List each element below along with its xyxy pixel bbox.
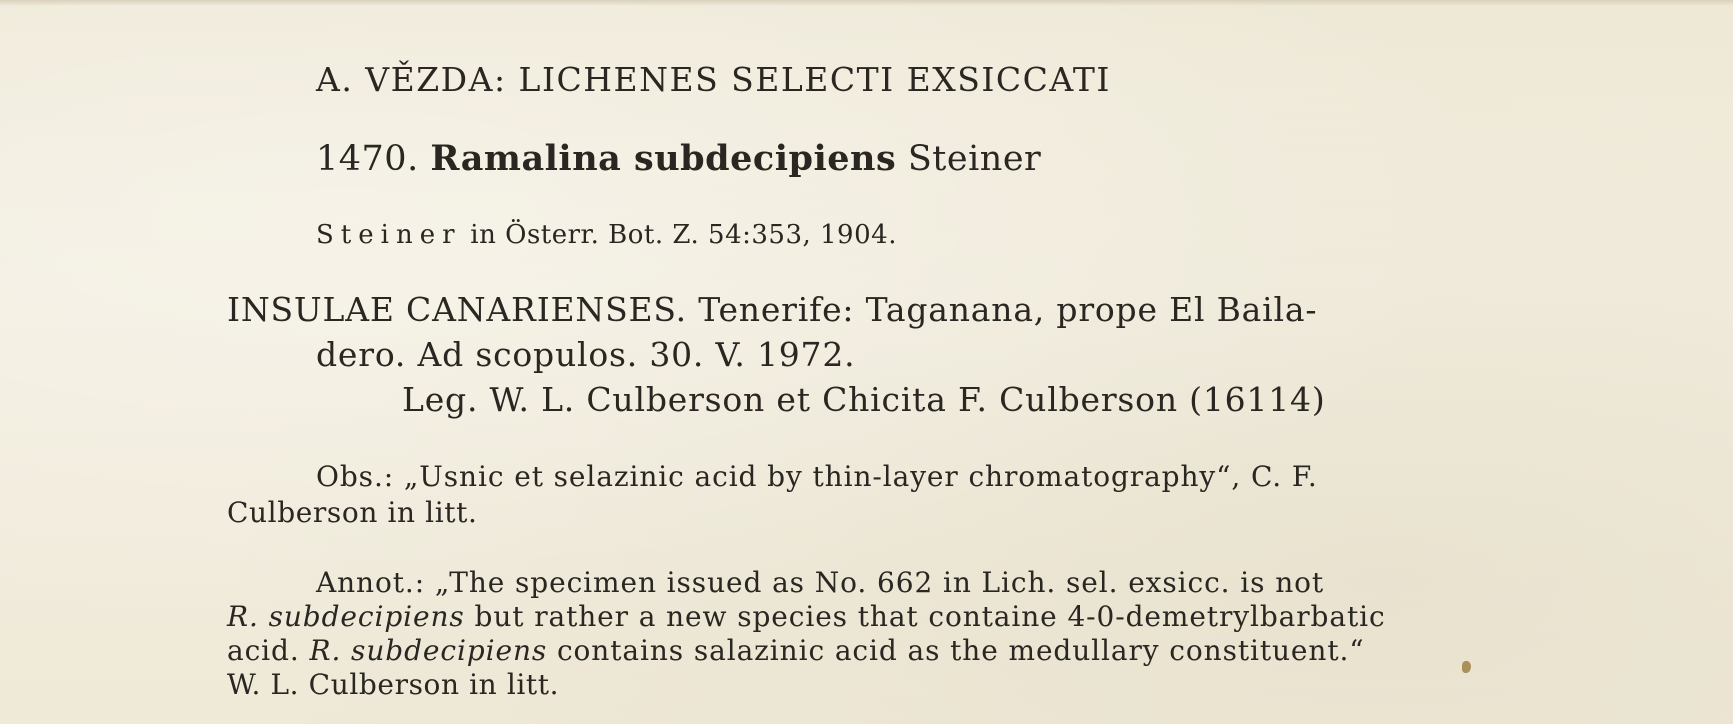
annot-line-4: W. L. Culberson in litt. <box>227 668 560 701</box>
citation <box>316 220 897 250</box>
annot-taxon-italic: R. subdecipiens <box>227 600 465 633</box>
specimen-title <box>316 138 1041 179</box>
citation-reference: in Österr. Bot. Z. 54:353, 1904. <box>470 220 897 250</box>
annot-taxon-italic-2: R. subdecipiens <box>309 634 548 667</box>
annot-line-2 <box>227 600 1386 633</box>
taxon-name: Ramalina subdecipiens <box>430 138 897 179</box>
annot-line-2-text: but rather a new species that containe 4-0-demetrylbarbatic <box>464 600 1386 633</box>
annot-line-1: Annot.: „The specimen issued as No. 662 in Lich. sel. exsicc. is not <box>316 566 1325 599</box>
specimen-number: 1470. <box>316 139 419 179</box>
locality-line-1: INSULAE CANARIENSES. Tenerife: Taganana, prope El Baila- <box>227 290 1318 329</box>
series-header: A. VĚZDA: LICHENES SELECTI EXSICCATI <box>316 60 1111 99</box>
collectors-line: Leg. W. L. Culberson et Chicita F. Culberson (16114) <box>402 380 1326 419</box>
taxon-author: Steiner <box>907 139 1042 179</box>
citation-author: Steiner <box>316 220 462 250</box>
annot-line-3-text: contains salazinic acid as the medullary constituent.“ <box>547 634 1365 667</box>
annot-line-3-start: acid. <box>227 634 310 667</box>
paper-edge <box>0 0 1733 6</box>
obs-line-1: Obs.: „Usnic et selazinic acid by thin-layer chromatography“, C. F. <box>316 460 1318 493</box>
annot-line-3 <box>227 634 1365 667</box>
obs-line-2: Culberson in litt. <box>227 496 478 529</box>
locality-line-2: dero. Ad scopulos. 30. V. 1972. <box>316 335 856 374</box>
paper-stain <box>1462 661 1471 673</box>
